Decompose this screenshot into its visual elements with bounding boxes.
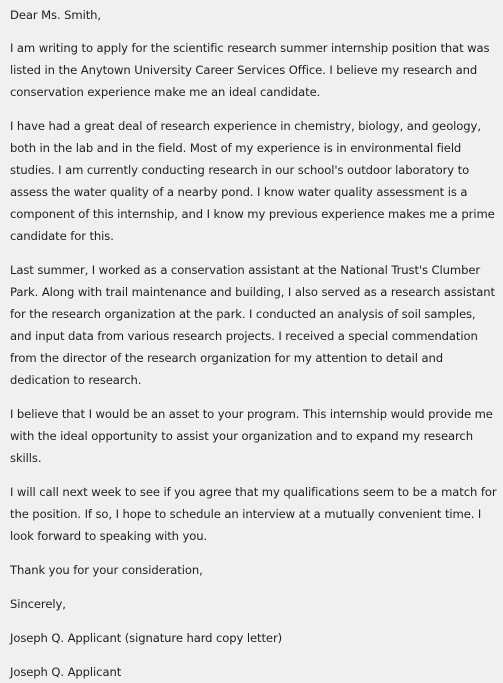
letter-paragraph-follow-up: I will call next week to see if you agree that my qualifications seem to be a match for the position. If so, I hope to schedule an interview at a mutually convenient time. I look forward to speaking with you.: [10, 485, 497, 543]
letter-paragraph-research: I have had a great deal of research experience in chemistry, biology, and geology, both in the lab and in the field. Most of my experience is in environmental field studies. I am currently conducting research in our school's outdoor laboratory to assess the water quality of a nearby pond. I know water quality assessment is a component of this internship, and I know my previous experience makes me a prime candidate for this.: [10, 119, 495, 243]
letter-salutation: Dear Ms. Smith,: [10, 8, 101, 22]
letter-typed-name: Joseph Q. Applicant: [10, 665, 122, 679]
letter-thanks: Thank you for your consideration,: [10, 563, 203, 577]
letter-closing: Sincerely,: [10, 597, 66, 611]
letter-paragraph-asset: I believe that I would be an asset to your program. This internship would provide me with the ideal opportunity to assist your organization and to expand my research skills.: [10, 407, 493, 465]
letter-signature: Joseph Q. Applicant (signature hard copy letter): [10, 631, 283, 645]
letter-paragraph-intro: I am writing to apply for the scientific research summer internship position that was listed in the Anytown University Career Services Office. I believe my research and conservation experience make me an ideal candidate.: [10, 41, 490, 99]
letter-paragraph-conservation: Last summer, I worked as a conservation assistant at the National Trust's Clumber Park. Along with trail maintenance and building, I also served as a research assistant for the research organization at the park. I conducted an analysis of soil samples, and input data from various research projects. I received a special commendation from the director of the research organization for my attention to detail and dedication to research.: [10, 263, 495, 387]
